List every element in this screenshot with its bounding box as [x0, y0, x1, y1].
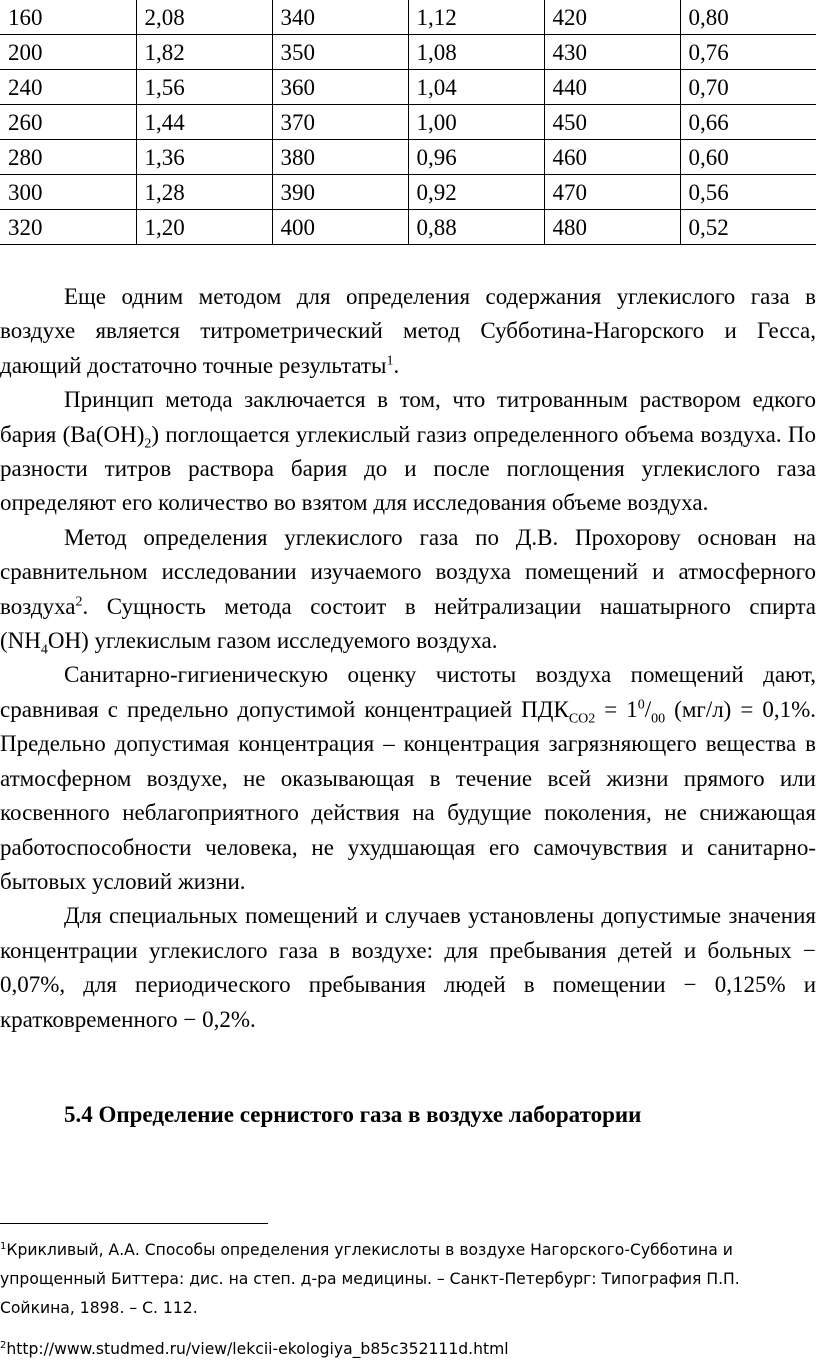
table-cell: 1,36 — [136, 140, 272, 175]
table-cell: 1,82 — [136, 35, 272, 70]
footnote-2: $^2$http://www.studmed.ru/view/lekcii-ekologiya_b85c352111d.html — [0, 1339, 509, 1358]
table-cell: 470 — [544, 175, 680, 210]
paragraph-3: Метод определения углекислого газа по Д.В. Прохорову основан на сравнительном исследовании изучаемого воздуха помещений и атмосферного воздуха$^2$. Сущность метода состоит в нейтрализации нашатырного спирта $(NH_4OH)$ углекислым газом исследуемого воздуха. — [0, 524, 816, 658]
table-cell: 340 — [272, 0, 408, 35]
table-body — [0, 0, 816, 245]
paragraph-1: Еще одним методом для определения содержания углекислого газа в воздухе является титрометрический метод Субботина-Нагорского и Гесса, дающий достаточно точные результаты$^1$. — [0, 284, 816, 378]
table-row — [0, 175, 816, 210]
table-cell: 280 — [0, 140, 136, 175]
table-row — [0, 105, 816, 140]
table-cell: 450 — [544, 105, 680, 140]
table-cell: 1,12 — [408, 0, 544, 35]
table-row — [0, 0, 816, 35]
footnote-ref-2[interactable]: 2 — [75, 594, 83, 609]
table-cell: 0,88 — [408, 210, 544, 245]
table-cell: 0,52 — [680, 210, 816, 245]
footnote-ref-1[interactable]: 1 — [386, 353, 394, 369]
table-cell: 360 — [272, 70, 408, 105]
table-cell: 0,56 — [680, 175, 816, 210]
section-heading: 5.4 Определение сернистого газа в воздухе лаборатории — [64, 1102, 642, 1127]
table-cell: 1,44 — [136, 105, 272, 140]
paragraph-2: Принцип метода заключается в том, что титрованным раствором едкого бария $(Ba(OH)_2)$ поглощается углекислый газиз определенного объема воздуха. По разности титров раствора бария до и после поглощения углекислого газа определяют его количество во взятом для исследования объеме воздуха. — [0, 387, 816, 516]
table-cell: 0,96 — [408, 140, 544, 175]
table-cell: 260 — [0, 105, 136, 140]
table-cell: 430 — [544, 35, 680, 70]
table-cell: 390 — [272, 175, 408, 210]
table-cell: 0,76 — [680, 35, 816, 70]
table-cell: 240 — [0, 70, 136, 105]
table-cell: 380 — [272, 140, 408, 175]
table-cell: 0,66 — [680, 105, 816, 140]
body-text — [0, 280, 816, 1037]
table-cell: 370 — [272, 105, 408, 140]
table-cell: 1,56 — [136, 70, 272, 105]
footnote-separator — [0, 1223, 268, 1224]
table-row — [0, 140, 816, 175]
table-cell: 0,92 — [408, 175, 544, 210]
table-row — [0, 70, 816, 105]
table-cell: 1,08 — [408, 35, 544, 70]
table-cell: 1,20 — [136, 210, 272, 245]
paragraph-5: Для специальных помещений и случаев установлены допустимые значения концентрации углекислого газа в воздухе: для пребывания детей и больных − 0,07%, для периодического пребывания людей в помещении − 0,125% и кратковременного − 0,2%. — [0, 903, 816, 1032]
table-row — [0, 35, 816, 70]
table-cell: 2,08 — [136, 0, 272, 35]
table-cell: 480 — [544, 210, 680, 245]
footnote-1: $^1$Крикливый, А.А. Способы определения углекислоты в воздухе Нагорского-Субботина и упрощенный Биттера: дис. на степ. д-ра медицины. – Санкт-Петербург: Типография П.П. Сойкина, 1898. – С. 112. — [0, 1240, 740, 1317]
table-cell: 460 — [544, 140, 680, 175]
table-cell: 1,28 — [136, 175, 272, 210]
table-cell: 0,70 — [680, 70, 816, 105]
paragraph-4: Санитарно-гигиеническую оценку чистоты воздуха помещений дают, сравнивая с предельно допустимой концентрацией $ПДК_{CO2} = 1^0/_{00}$ (мг/л) = 0,1%. Предельно допустимая концентрация – концентрация загрязняющего вещества в атмосферном воздухе, не оказывающая в течение всей жизни прямого или косвенного неблагоприятного действия на будущие поколения, не снижающая работоспособности человека, не ухудшающая его самочувствия и санитарно-бытовых условий жизни. — [0, 662, 816, 894]
table-cell: 320 — [0, 210, 136, 245]
footnote-link[interactable]: http://www.studmed.ru/view/lekcii-ekologiya_b85c352111d.html — [6, 1340, 509, 1358]
table-cell: 1,00 — [408, 105, 544, 140]
table-cell: 160 — [0, 0, 136, 35]
table-cell: 0,80 — [680, 0, 816, 35]
table-cell: 440 — [544, 70, 680, 105]
footnotes — [0, 1236, 816, 1364]
table-cell: 400 — [272, 210, 408, 245]
table-cell: 300 — [0, 175, 136, 210]
table-cell: 1,04 — [408, 70, 544, 105]
table-cell: 420 — [544, 0, 680, 35]
table-cell: 0,60 — [680, 140, 816, 175]
data-table — [0, 0, 816, 245]
table-cell: 200 — [0, 35, 136, 70]
table-cell: 350 — [272, 35, 408, 70]
table-row — [0, 210, 816, 245]
